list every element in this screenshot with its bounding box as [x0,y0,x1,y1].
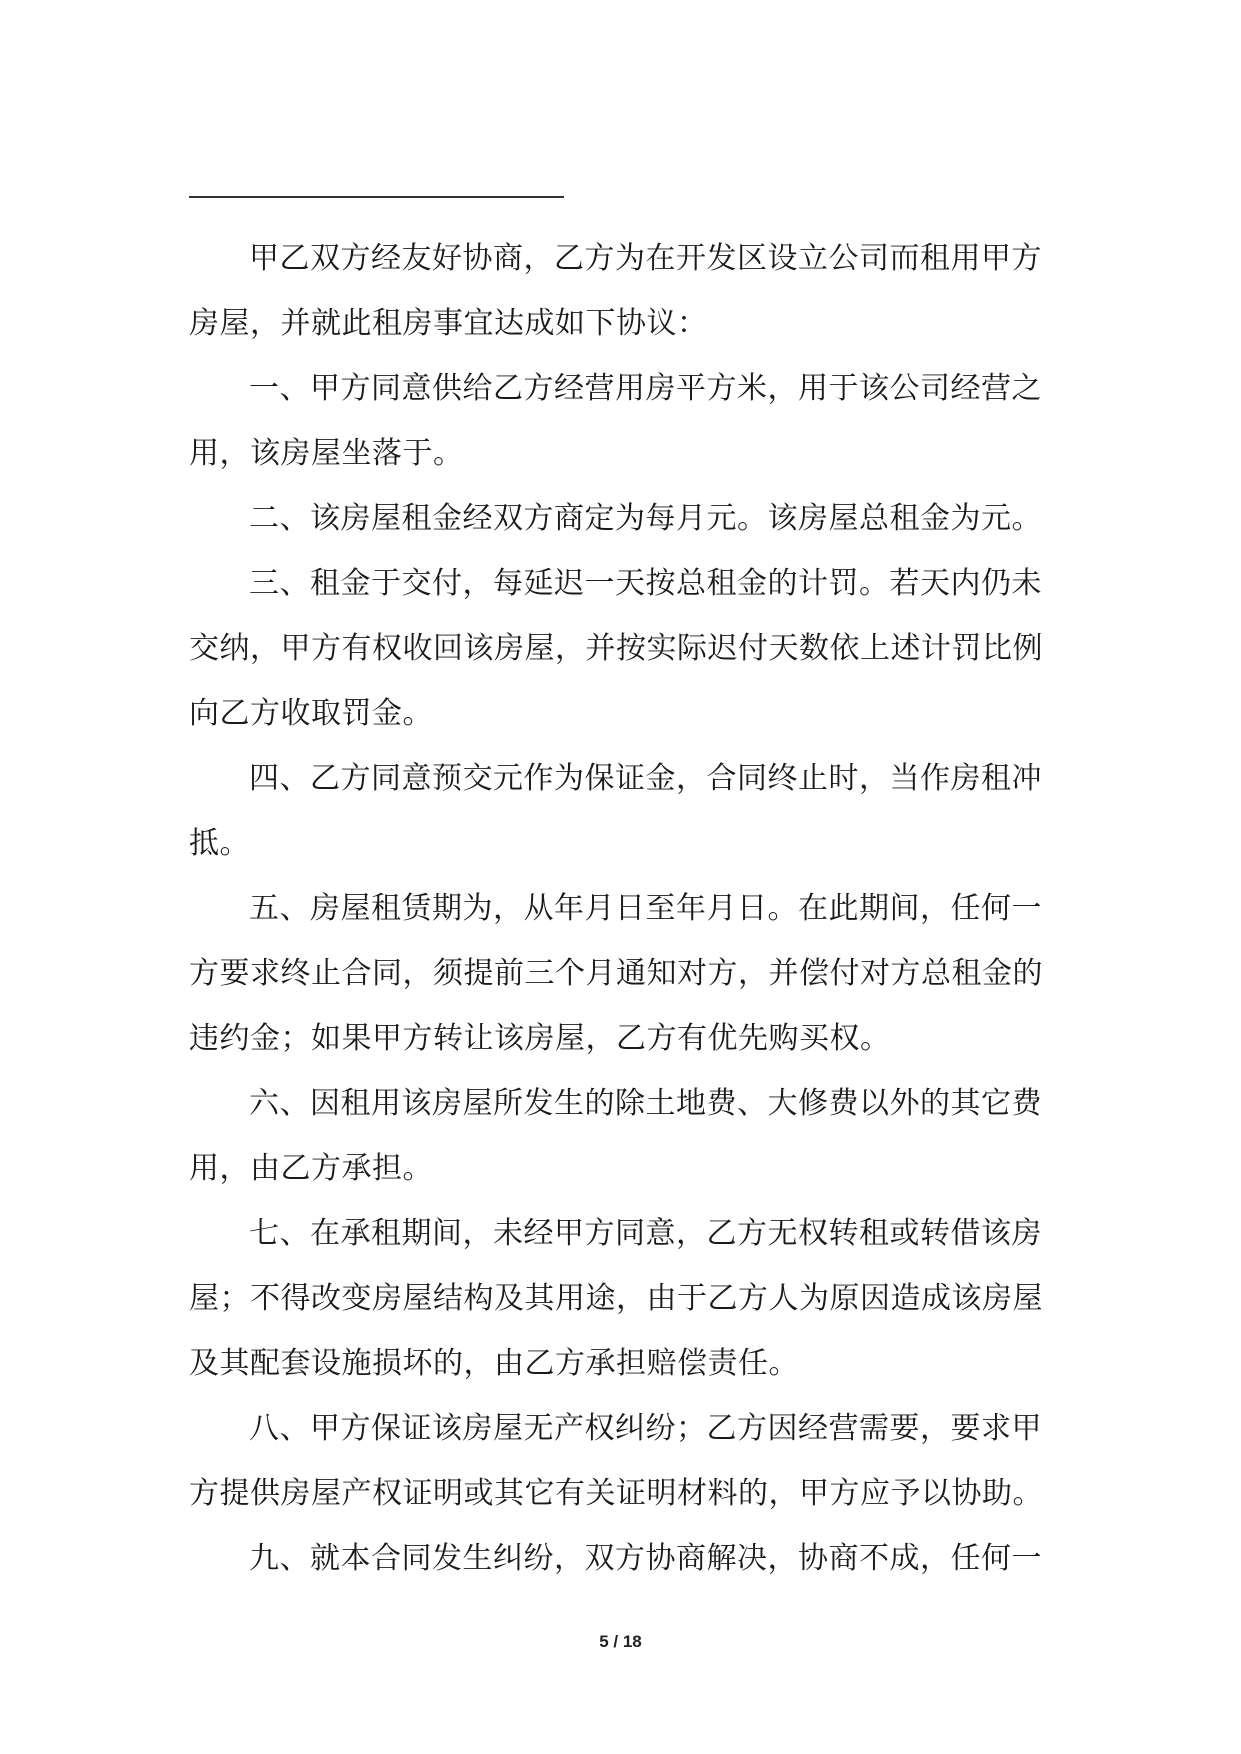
paragraph-clause-9: 九、就本合同发生纠纷，双方协商解决，协商不成，任何一 [249,1541,1042,1576]
paragraph-intro: 甲乙双方经友好协商，乙方为在开发区设立公司而租用甲方房屋，并就此租房事宜达成如下协议： [189,241,1042,341]
paragraph-clause-8: 八、甲方保证该房屋无产权纠纷；乙方因经营需要，要求甲方提供房屋产权证明或其它有关证明材料的，甲方应予以协助。 [189,1411,1043,1511]
page-number: 5 / 18 [599,1632,642,1651]
document-body [189,226,1059,1591]
paragraph-clause-5: 五、房屋租赁期为，从年月日至年月日。在此期间，任何一方要求终止合同，须提前三个月通知对方，并偿付对方总租金的违约金；如果甲方转让该房屋，乙方有优先购买权。 [189,891,1043,1056]
paragraph-clause-7: 七、在承租期间，未经甲方同意，乙方无权转租或转借该房屋；不得改变房屋结构及其用途，由于乙方人为原因造成该房屋及其配套设施损坏的，由乙方承担赔偿责任。 [189,1216,1043,1381]
paragraph-clause-6: 六、因租用该房屋所发生的除土地费、大修费以外的其它费用，由乙方承担。 [189,1086,1042,1186]
paragraph-clause-1: 一、甲方同意供给乙方经营用房平方米，用于该公司经营之用，该房屋坐落于。 [189,371,1042,471]
paragraph-clause-2: 二、该房屋租金经双方商定为每月元。该房屋总租金为元。 [249,501,1042,536]
paragraph-clause-3: 三、租金于交付，每延迟一天按总租金的计罚。若天内仍未交纳，甲方有权收回该房屋，并按实际迟付天数依上述计罚比例向乙方收取罚金。 [189,566,1043,731]
signature-blank-line [189,196,564,198]
paragraph-clause-4: 四、乙方同意预交元作为保证金，合同终止时，当作房租冲抵。 [189,761,1042,861]
